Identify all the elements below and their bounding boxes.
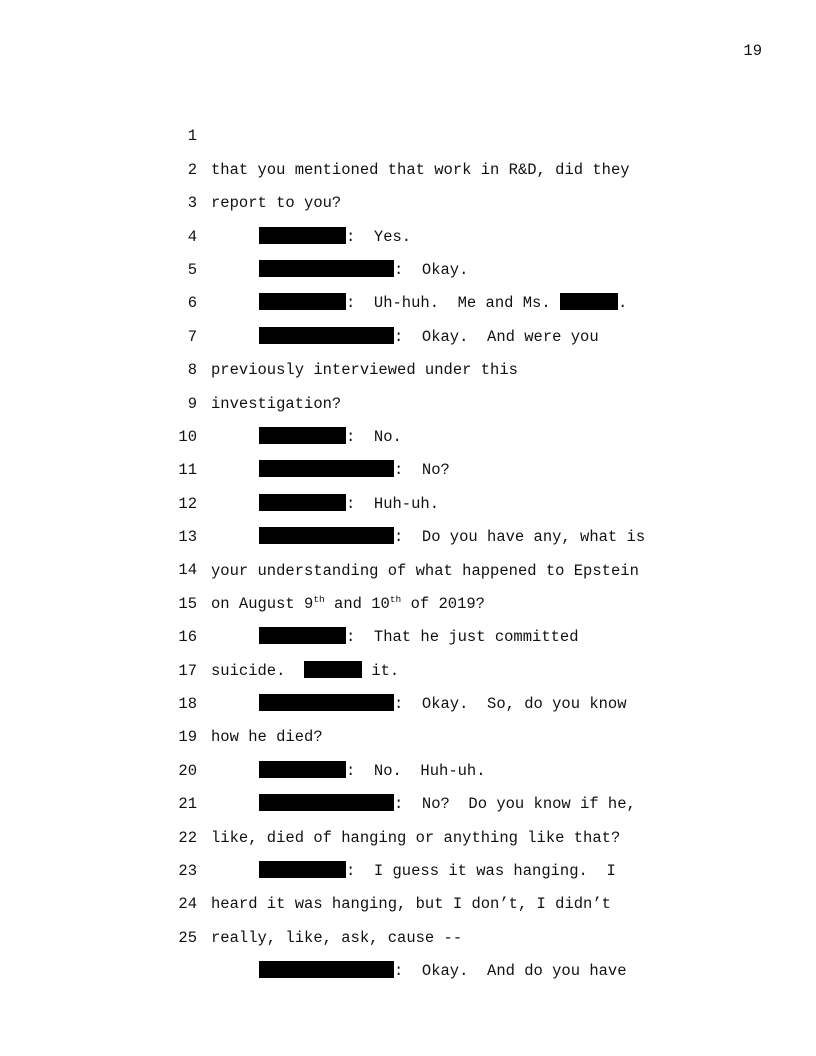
line-number: 16 — [178, 628, 197, 647]
line-number: 10 — [178, 427, 197, 446]
line-text: : No. Huh-uh. — [346, 761, 486, 780]
ordinal-suffix: th — [389, 593, 402, 605]
line-number: 4 — [187, 227, 197, 246]
line-text: : Huh-uh. — [346, 494, 440, 513]
line-number: 25 — [178, 928, 197, 947]
line-text: investigation? — [211, 394, 342, 413]
line-text-continued: it. — [362, 661, 400, 680]
line-number: 21 — [178, 795, 197, 814]
line-number: 6 — [187, 294, 197, 313]
line-text: : Okay. So, do you know — [394, 695, 627, 714]
line-text: : Do you have any, what is — [394, 528, 646, 547]
line-text: : Uh-huh. Me and Ms. — [346, 294, 560, 313]
line-text: : Okay. And were you — [394, 327, 599, 346]
line-number: 23 — [178, 862, 197, 880]
line-text: report to you? — [211, 194, 342, 213]
line-number: 13 — [178, 528, 197, 547]
line-text: : No. — [346, 427, 402, 446]
page-number: 19 — [743, 42, 762, 60]
transcript-line — [0, 87, 816, 179]
line-text: : That he just committed — [346, 628, 579, 647]
line-number: 7 — [187, 327, 197, 346]
speaker-line — [259, 955, 627, 988]
line-number: 3 — [187, 194, 197, 213]
line-number: 12 — [178, 494, 197, 513]
line-text: heard it was hanging, but I don’t, I didn’t — [211, 895, 611, 914]
line-text: : I guess it was hanging. I — [346, 862, 616, 881]
line-text: how he died? — [211, 728, 323, 747]
line-text: previously interviewed under this — [211, 361, 518, 380]
line-text: : Okay. And do you have — [394, 962, 627, 981]
line-number: 2 — [187, 160, 197, 179]
line-number: 19 — [178, 728, 197, 747]
line-text: : Yes. — [346, 227, 412, 246]
line-number: 24 — [178, 895, 197, 914]
line-text: suicide. — [211, 661, 305, 680]
line-text-continued: and 10 — [324, 594, 390, 613]
line-text: like, died of hanging or anything like that? — [211, 828, 621, 847]
ordinal-suffix: th — [313, 593, 325, 605]
line-number: 14 — [178, 561, 197, 580]
redacted-speaker-name — [259, 961, 394, 978]
transcript-body — [0, 87, 816, 981]
line-text: : No? Do you know if he, — [394, 795, 636, 814]
line-number: 20 — [178, 761, 197, 780]
line-text: : No? — [394, 461, 450, 480]
line-number: 9 — [187, 394, 197, 413]
line-number: 22 — [178, 828, 197, 847]
line-text-continued: . — [617, 294, 628, 313]
line-number: 5 — [187, 260, 197, 279]
line-number: 1 — [187, 127, 197, 146]
line-text: your understanding of what happened to Epstein — [211, 561, 639, 580]
line-number: 18 — [178, 695, 197, 714]
line-number: 15 — [178, 594, 197, 613]
line-text-end: of 2019? — [401, 594, 485, 613]
line-text: : Okay. — [394, 260, 469, 279]
line-text: on August 9 — [211, 594, 314, 613]
line-text: really, like, ask, cause -- — [211, 928, 463, 947]
line-number: 8 — [187, 361, 197, 380]
line-number: 17 — [178, 661, 197, 680]
line-text: that you mentioned that work in R&D, did they — [211, 160, 630, 179]
line-number: 11 — [178, 461, 197, 480]
